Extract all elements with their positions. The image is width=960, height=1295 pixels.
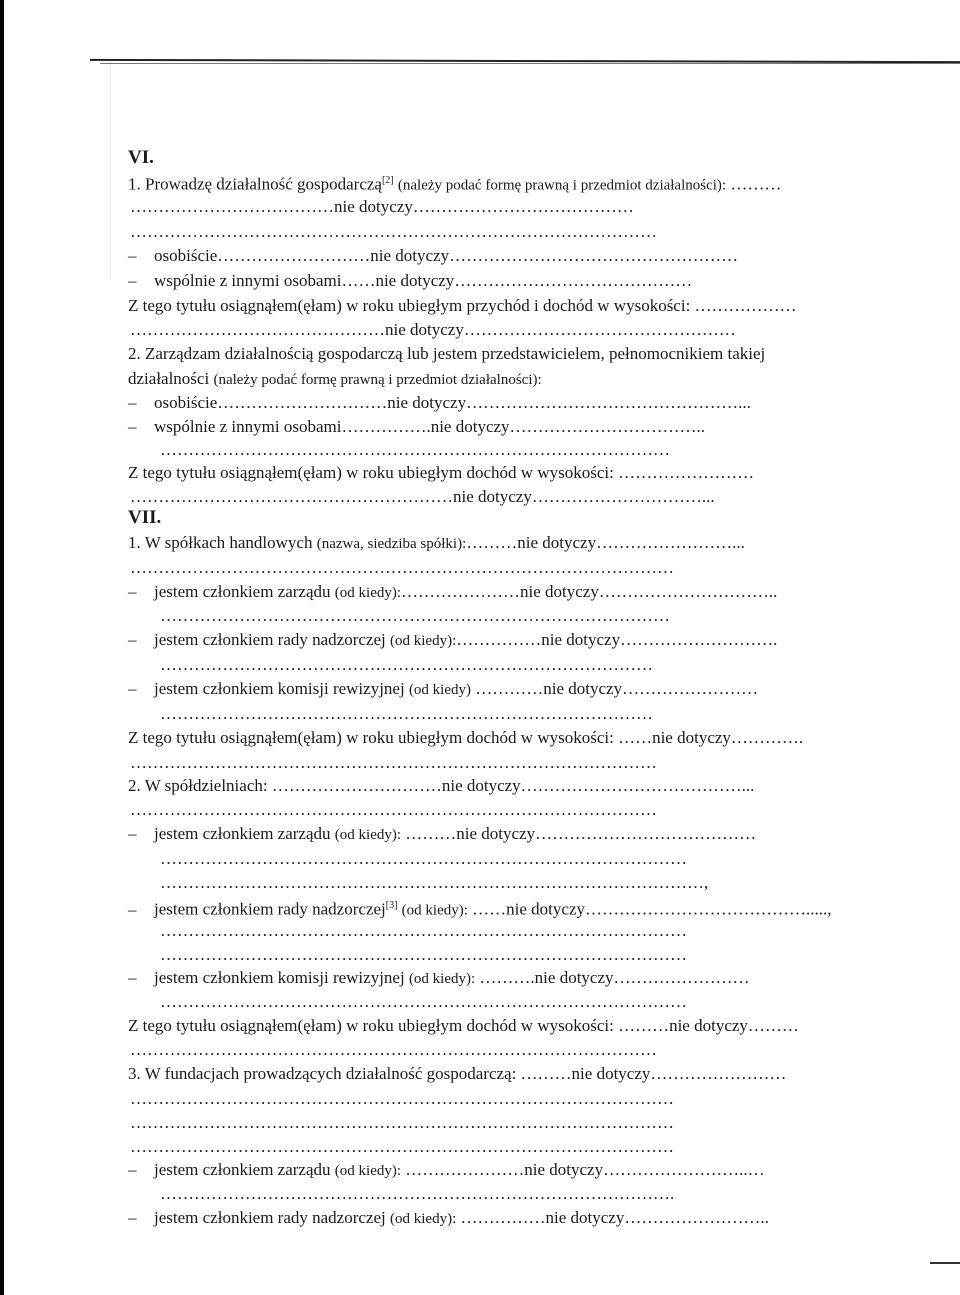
vii-s1-zarzad-blank: ………………………………………………………………………………	[160, 606, 670, 625]
vii-s3-rada-text: jestem członkiem rady nadzorczej	[154, 1208, 386, 1227]
list-dash: –	[128, 582, 137, 601]
vii-s2-komisja-text: jestem członkiem komisji rewizyjnej	[154, 968, 405, 987]
vii-s2-rada-blank1: …………………………………………………………………………………	[160, 921, 687, 940]
list-dash: –	[128, 1208, 137, 1227]
vii-s3-zarzad-text: jestem członkiem zarządu	[154, 1160, 331, 1179]
vi-p1-income-value: ………………………………………nie dotyczy…………………………………………	[130, 320, 736, 339]
vi-p1-intro	[128, 171, 781, 196]
vi-p1-value: ………………………………nie dotyczy…………………………………	[130, 197, 634, 216]
vii-s2-zarzad-blank1: …………………………………………………………………………………	[160, 849, 687, 868]
vi-p2-intro2	[128, 369, 542, 390]
vii-s3-zarzad-note: (od kiedy):	[334, 1163, 402, 1179]
vi-p2-intro2-text: działalności	[128, 369, 210, 388]
vii-s1-rada-blank: ……………………………………………………………………………	[160, 655, 653, 674]
section-vi-heading: VI.	[128, 147, 154, 168]
vii-s3-rada-value: ……………nie dotyczy……………………..	[460, 1208, 769, 1227]
vii-s3-zarzad	[128, 1160, 765, 1181]
vii-s1-blank: ……………………………………………………………………………………	[130, 558, 674, 577]
vii-s1-income-blank: …………………………………………………………………………………	[130, 753, 657, 772]
list-dash: –	[128, 271, 137, 290]
vii-s3-blank1: ……………………………………………………………………………………	[130, 1089, 674, 1108]
vi-p2-blank: ………………………………………………………………………………	[160, 440, 670, 459]
vii-s1-value: ………nie dotyczy……………………...	[466, 533, 745, 552]
list-dash: –	[128, 246, 137, 265]
vii-s1-komisja-note: (od kiedy)	[408, 682, 472, 698]
vii-s1-zarzad-text: jestem członkiem zarządu	[154, 582, 331, 601]
vi-p2-income-value: …………………………………………………nie dotyczy…………………………...	[130, 487, 715, 506]
vii-s1-income-label: Z tego tytułu osiągnąłem(ęłam) w roku ubiegłym dochód w wysokości: ……nie dotyczy………….	[128, 728, 804, 747]
vi-p2-wspolnie	[128, 417, 705, 437]
vi-p2-note: (należy podać formę prawną i przedmiot działalności):	[213, 372, 542, 388]
vii-s2-blank: …………………………………………………………………………………	[130, 800, 657, 819]
vii-s2-komisja-value: ……….nie dotyczy……………………	[479, 968, 750, 987]
vii-s3-rada-note: (od kiedy):	[390, 1211, 457, 1227]
list-dash: –	[128, 968, 137, 987]
vii-s1-komisja-blank: ……………………………………………………………………………	[160, 704, 653, 723]
vii-s1-intro-text: 1. W spółkach handlowych	[128, 533, 313, 552]
vii-s2-komisja	[128, 968, 750, 989]
section-vii-heading: VII.	[128, 507, 162, 528]
vii-s1-komisja	[128, 679, 758, 700]
vi-p1-osobiscie	[128, 246, 738, 266]
vii-s2-rada	[128, 896, 832, 921]
vi-p1-osobiscie-text: osobiście………………………nie dotyczy……………………………………………	[154, 246, 739, 265]
vii-s1-rada	[128, 630, 777, 651]
vii-s2-rada-value: ……nie dotyczy………………………………….....,	[472, 899, 832, 919]
vi-p2-osobiscie	[128, 393, 751, 413]
vii-s1-zarzad-value: …………………nie dotyczy…………………………..	[401, 582, 778, 601]
vii-s2-income-label: Z tego tytułu osiągnąłem(ęłam) w roku ubiegłym dochód w wysokości: ………nie dotyczy………	[128, 1016, 799, 1035]
vi-p2-income-label: Z tego tytułu osiągnąłem(ęłam) w roku ubiegłym dochód w wysokości: ……………………	[128, 463, 755, 482]
vii-s2-rada-note: (od kiedy):	[401, 902, 468, 919]
vi-p1-trail: ………	[730, 174, 782, 194]
vii-s2-komisja-blank: …………………………………………………………………………………	[160, 992, 687, 1011]
list-dash: –	[128, 679, 137, 698]
vi-p2-wspolnie-text: wspólnie z innymi osobami…………….nie dotyczy……………………………..	[154, 417, 706, 436]
vii-s3-rada	[128, 1208, 769, 1229]
vi-p1-income-label: Z tego tytułu osiągnąłem(ęłam) w roku ubiegłym przychód i dochód w wysokości: ………………	[128, 296, 797, 315]
vi-p2-osobiscie-text: osobiście…………………………nie dotyczy…………………………………………...	[154, 393, 751, 412]
list-dash: –	[128, 899, 137, 919]
vii-s2-zarzad	[128, 824, 756, 845]
vii-s2-zarzad-text: jestem członkiem zarządu	[154, 824, 331, 843]
vi-p1-wspolnie	[128, 271, 692, 291]
vi-p1-wspolnie-text: wspólnie z innymi osobami……nie dotyczy……………………………………	[154, 271, 693, 290]
vii-s1-rada-text: jestem członkiem rady nadzorczej	[154, 630, 386, 649]
vi-p1-blank: …………………………………………………………………………………	[130, 222, 657, 241]
list-dash: –	[128, 393, 137, 412]
vii-s3-intro: 3. W fundacjach prowadzących działalność gospodarczą: ………nie dotyczy……………………	[128, 1064, 787, 1083]
vii-s2-intro: 2. W spółdzielniach: …………………………nie dotyczy…………………………………...	[128, 776, 755, 795]
vii-s3-blank2: ……………………………………………………………………………………	[130, 1113, 674, 1132]
list-dash: –	[128, 824, 137, 843]
vii-s1-komisja-value: …………nie dotyczy……………………	[475, 679, 759, 698]
footnote-ref: [2]	[381, 175, 394, 186]
list-dash: –	[128, 417, 137, 436]
vii-s2-zarzad-blank2: ……………………………………………………………………………………,	[160, 873, 709, 892]
vii-s3-zarzad-value: …………………nie dotyczy……………………..…	[405, 1160, 765, 1179]
vi-p1-note: (należy podać formę prawną i przedmiot działalności):	[397, 177, 727, 194]
vii-s3-zarzad-blank: ……………………………………………………………………………….	[160, 1184, 675, 1203]
vii-s3-blank3: ……………………………………………………………………………………	[130, 1137, 674, 1156]
footnote-ref: [3]	[385, 900, 398, 911]
vii-s2-zarzad-value: ………nie dotyczy…………………………………	[405, 824, 757, 843]
vii-s1-komisja-text: jestem członkiem komisji rewizyjnej	[154, 679, 405, 698]
vi-p1-text: 1. Prowadzę działalność gospodarczą	[128, 174, 382, 194]
list-dash: –	[128, 630, 137, 649]
vii-s2-komisja-note: (od kiedy):	[408, 971, 476, 987]
vii-s2-zarzad-note: (od kiedy):	[334, 827, 402, 843]
vii-s1-rada-note: (od kiedy):	[390, 633, 457, 649]
vii-s1-zarzad	[128, 582, 777, 603]
vii-s1-rada-value: ……………nie dotyczy……………………….	[456, 630, 778, 649]
vii-s2-rada-text: jestem członkiem rady nadzorczej	[154, 899, 386, 919]
vii-s1-intro	[128, 533, 745, 554]
vi-p2-intro: 2. Zarządzam działalnością gospodarczą lub jestem przedstawicielem, pełnomocnikiem takiej	[128, 344, 766, 363]
vii-s2-rada-blank2: …………………………………………………………………………………	[160, 945, 687, 964]
vii-s1-zarzad-note: (od kiedy):	[334, 585, 402, 601]
vii-s2-income-blank: …………………………………………………………………………………	[130, 1040, 657, 1059]
list-dash: –	[128, 1160, 137, 1179]
vii-s1-note: (nazwa, siedziba spółki):	[316, 536, 467, 552]
